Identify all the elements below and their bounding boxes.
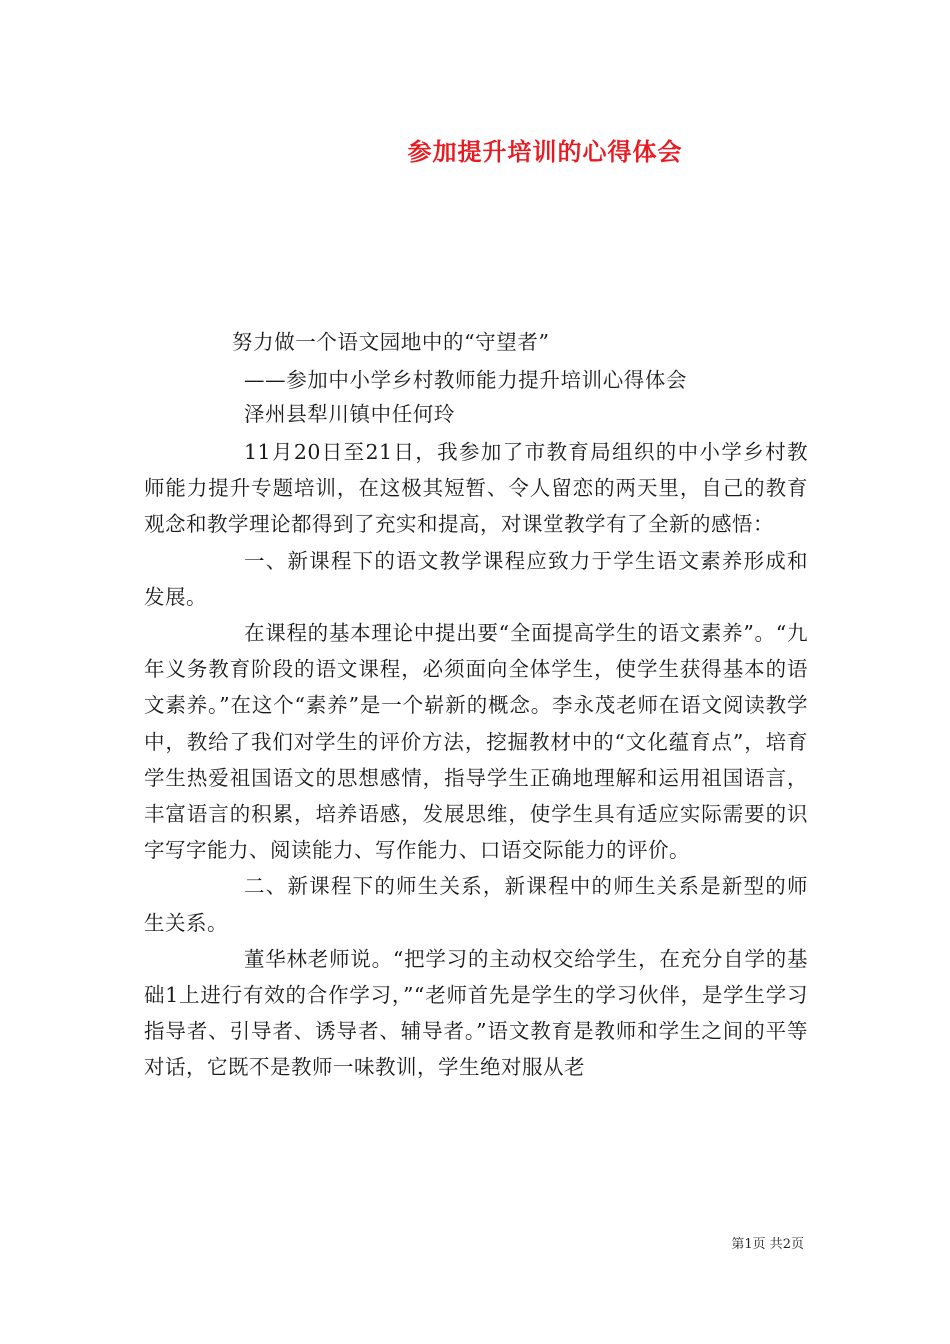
article-author: 泽州县犁川镇中任何玲 [244,402,455,426]
document-title: 参加提升培训的心得体会 [407,138,683,166]
article-heading: 努力做一个语文园地中的“守望者” [232,330,550,354]
paragraph-section-1-heading: 一、新课程下的语文教学课程应致力于学生语文素养形成和发展。 [144,548,808,609]
page-number-footer: 第1页 共2页 [731,1237,804,1252]
paragraph-intro: 11月20日至21日，我参加了市教育局组织的中小学乡村教师能力提升专题培训，在这极其短暂、令人留恋的两天里，自己的教育观念和教学理论都得到了充实和提高，对课堂教学有了全新的感悟： [144,440,808,537]
article-body [144,434,808,1086]
paragraph-section-2-heading: 二、新课程下的师生关系，新课程中的师生关系是新型的师生关系。 [144,874,808,935]
paragraph-section-2-body: 董华林老师说。“把学习的主动权交给学生，在充分自学的基础1上进行有效的合作学习，”“老师首先是学生的学习伙伴，是学生学习指导者、引导者、诱导者、辅导者。”语文教育是教师和学生之间的平等对话，它既不是教师一味教训，学生绝对服从老 [144,946,808,1080]
paragraph-section-1-body: 在课程的基本理论中提出要“全面提高学生的语文素养”。“九年义务教育阶段的语文课程，必须面向全体学生，使学生获得基本的语文素养。”在这个“素养”是一个崭新的概念。李永茂老师在语文阅读教学中，教给了我们对学生的评价方法，挖掘教材中的“文化蕴育点”，培育学生热爱祖国语文的思想感情，指导学生正确地理解和运用祖国语言，丰富语言的积累，培养语感，发展思维，使学生具有适应实际需要的识字写字能力、阅读能力、写作能力、口语交际能力的评价。 [144,621,808,863]
article-subheading: ——参加中小学乡村教师能力提升培训心得体会 [244,368,688,392]
